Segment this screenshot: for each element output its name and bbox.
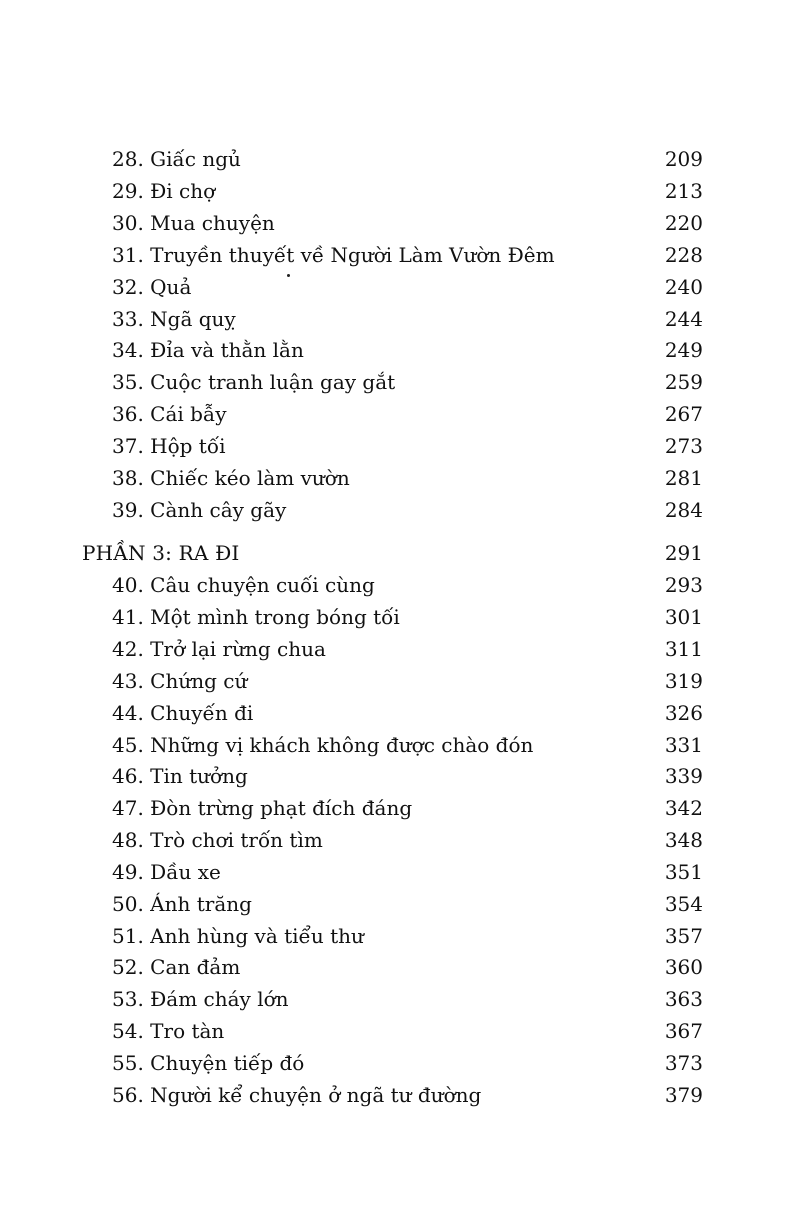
toc-entry-page: 220 bbox=[664, 211, 703, 235]
toc-entry-page: 331 bbox=[664, 733, 703, 757]
toc-entry-page: 213 bbox=[664, 179, 703, 203]
toc-entry-title: 44. Chuyến đi bbox=[112, 701, 254, 725]
toc-entry bbox=[0, 176, 800, 206]
toc-entry-title: 45. Những vị khách không được chào đón bbox=[112, 733, 534, 757]
toc-entry-page: 379 bbox=[664, 1083, 703, 1107]
toc-entry-page: 373 bbox=[664, 1051, 703, 1075]
toc-part-title: PHẦN 3: RA ĐI bbox=[82, 541, 240, 565]
toc-entry bbox=[0, 1080, 800, 1110]
toc-entry-page: 351 bbox=[664, 860, 703, 884]
toc-entry-page: 273 bbox=[664, 434, 703, 458]
toc-entry-title: 52. Can đảm bbox=[112, 955, 241, 979]
toc-entry-title: 43. Chứng cứ bbox=[112, 669, 248, 693]
toc-entry-title: 42. Trở lại rừng chua bbox=[112, 637, 326, 661]
toc-entry bbox=[0, 825, 800, 855]
toc-entry-title: 30. Mua chuyện bbox=[112, 211, 275, 235]
toc-entry-page: 319 bbox=[664, 669, 703, 693]
toc-entry bbox=[0, 208, 800, 238]
toc-entry-title: 33. Ngã quỵ bbox=[112, 307, 236, 331]
toc-entry-title: 38. Chiếc kéo làm vườn bbox=[112, 466, 350, 490]
toc-entry-page: 293 bbox=[664, 573, 703, 597]
toc-entry-title: 51. Anh hùng và tiểu thư bbox=[112, 924, 364, 948]
toc-entry bbox=[0, 602, 800, 632]
toc-entry-page: 339 bbox=[664, 764, 703, 788]
toc-entry bbox=[0, 921, 800, 951]
toc-entry bbox=[0, 240, 800, 270]
toc-entry-page: 311 bbox=[664, 637, 703, 661]
toc-entry bbox=[0, 952, 800, 982]
toc-entry-page: 259 bbox=[664, 370, 703, 394]
toc-entry-page: 357 bbox=[664, 924, 703, 948]
toc-entry bbox=[0, 889, 800, 919]
toc-entry bbox=[0, 272, 800, 302]
toc-entry bbox=[0, 570, 800, 600]
toc-entry-title: 41. Một mình trong bóng tối bbox=[112, 605, 400, 629]
toc-part-heading bbox=[0, 538, 800, 568]
toc-entry-title: 50. Ánh trăng bbox=[112, 892, 252, 916]
toc-entry bbox=[0, 495, 800, 525]
toc-entry-page: 348 bbox=[664, 828, 703, 852]
toc-entry bbox=[0, 1048, 800, 1078]
toc-entry-title: 37. Hộp tối bbox=[112, 434, 226, 458]
toc-entry-title: 39. Cành cây gãy bbox=[112, 498, 287, 522]
toc-entry-page: 209 bbox=[664, 147, 703, 171]
toc-entry bbox=[0, 1016, 800, 1046]
toc-entry-title: 48. Trò chơi trốn tìm bbox=[112, 828, 323, 852]
toc-entry bbox=[0, 304, 800, 334]
toc-entry bbox=[0, 698, 800, 728]
toc-entry-page: 301 bbox=[664, 605, 703, 629]
toc-entry-page: 240 bbox=[664, 275, 703, 299]
toc-entry bbox=[0, 463, 800, 493]
toc-entry bbox=[0, 761, 800, 791]
toc-entry-title: 29. Đi chợ bbox=[112, 179, 216, 203]
toc-entry-page: 367 bbox=[664, 1019, 703, 1043]
toc-entry bbox=[0, 984, 800, 1014]
toc-entry-page: 249 bbox=[664, 338, 703, 362]
toc-entry bbox=[0, 335, 800, 365]
toc-entry-page: 326 bbox=[664, 701, 703, 725]
toc-entry-title: 55. Chuyện tiếp đó bbox=[112, 1051, 305, 1075]
toc-entry-page: 281 bbox=[664, 466, 703, 490]
toc-entry bbox=[0, 634, 800, 664]
toc-entry bbox=[0, 730, 800, 760]
toc-entry bbox=[0, 367, 800, 397]
toc-entry-title: 40. Câu chuyện cuối cùng bbox=[112, 573, 375, 597]
toc-entry-title: 31. Truyền thuyết về Người Làm Vườn Đêm bbox=[112, 243, 555, 267]
toc-entry bbox=[0, 793, 800, 823]
toc-entry-title: 36. Cái bẫy bbox=[112, 402, 227, 426]
toc-entry-title: 49. Dầu xe bbox=[112, 860, 221, 884]
toc-entry bbox=[0, 431, 800, 461]
toc-entry-title: 47. Đòn trừng phạt đích đáng bbox=[112, 796, 413, 820]
toc-entry-page: 342 bbox=[664, 796, 703, 820]
toc-entry-page: 267 bbox=[664, 402, 703, 426]
toc-entry-title: 56. Người kể chuyện ở ngã tư đường bbox=[112, 1083, 482, 1107]
toc-entry-page: 284 bbox=[664, 498, 703, 522]
toc-part-page: 291 bbox=[664, 541, 703, 565]
toc-entry bbox=[0, 399, 800, 429]
toc-entry-title: 35. Cuộc tranh luận gay gắt bbox=[112, 370, 396, 394]
toc-entry-title: 46. Tin tưởng bbox=[112, 764, 248, 788]
toc-entry bbox=[0, 666, 800, 696]
toc-entry-title: 54. Tro tàn bbox=[112, 1019, 225, 1043]
toc-entry-page: 363 bbox=[664, 987, 703, 1011]
toc-entry-title: 34. Đỉa và thằn lằn bbox=[112, 338, 304, 362]
toc-entry-page: 360 bbox=[664, 955, 703, 979]
toc-entry-title: 53. Đám cháy lớn bbox=[112, 987, 289, 1011]
toc-entry bbox=[0, 144, 800, 174]
toc-entry-page: 228 bbox=[664, 243, 703, 267]
toc-entry bbox=[0, 857, 800, 887]
toc-entry-page: 354 bbox=[664, 892, 703, 916]
toc-entry-page: 244 bbox=[664, 307, 703, 331]
print-speck bbox=[287, 274, 290, 277]
toc-entry-title: 32. Quả bbox=[112, 275, 192, 299]
toc-entry-title: 28. Giấc ngủ bbox=[112, 147, 241, 171]
